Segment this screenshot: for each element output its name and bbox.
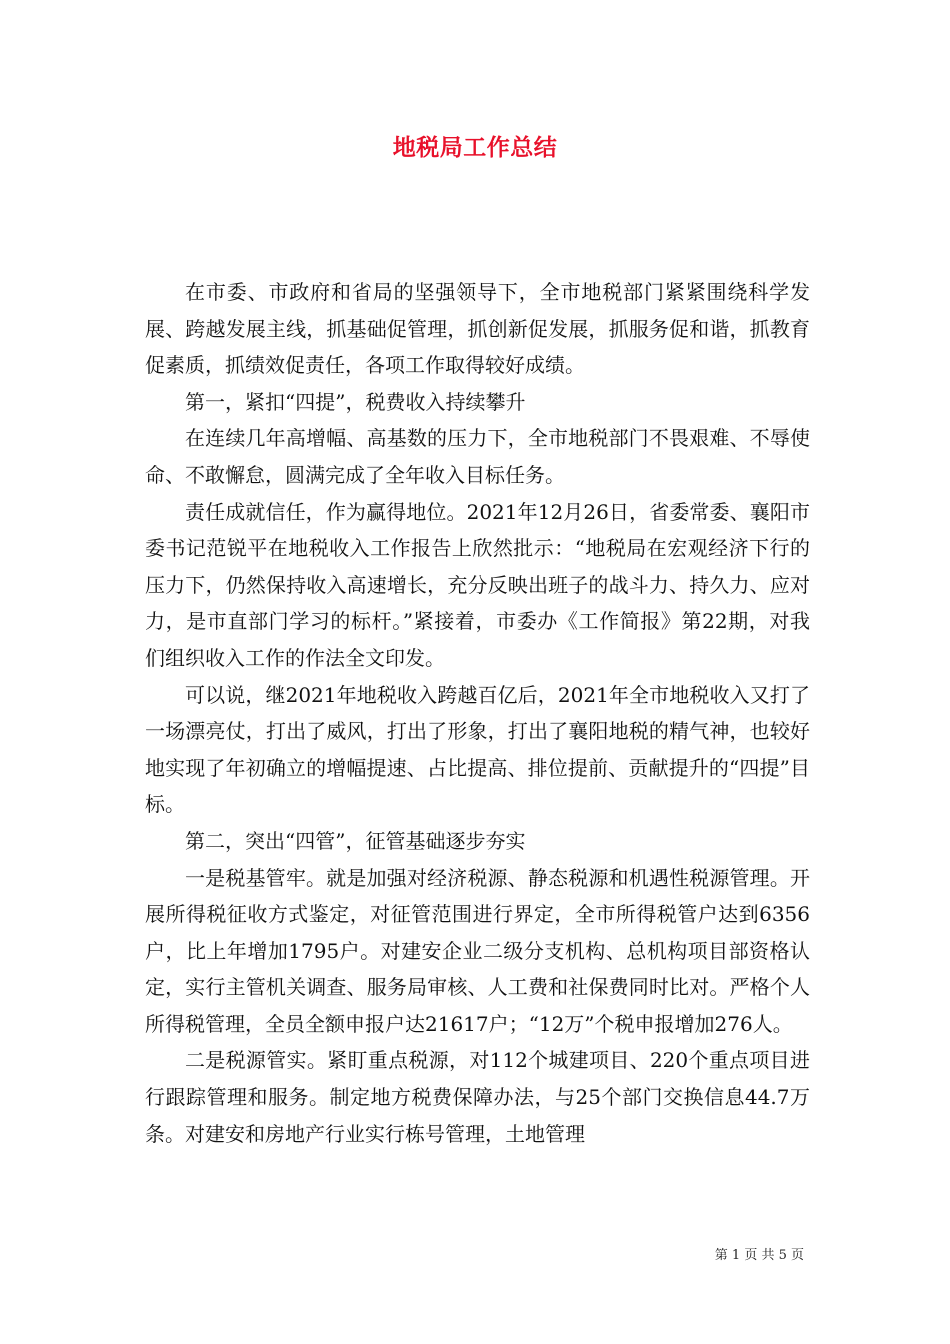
paragraph: 可以说，继2021年地税收入跨越百亿后，2021年全市地税收入又打了一场漂亮仗，打出了威风，打出了形象，打出了襄阳地税的精气神，也较好地实现了年初确立的增幅提速、占比提高、排位提前、贡献提升的“四提”目标。 (145, 682, 810, 817)
section-heading-2: 第二，突出“四管”，征管基础逐步夯实 (185, 828, 526, 853)
paragraph: 在连续几年高增幅、高基数的压力下，全市地税部门不畏艰难、不辱使命、不敢懈怠，圆满完成了全年收入目标任务。 (145, 426, 810, 487)
paragraph: 一是税基管牢。就是加强对经济税源、静态税源和机遇性税源管理。开展所得税征收方式鉴定，对征管范围进行界定，全市所得税管户达到6356户，比上年增加1795户。对建安企业二级分支机构、总机构项目部资格认定，实行主管机关调查、服务局审核、人工费和社保费同时比对。严格个人所得税管理，全员全额申报户达21617户；“12万”个税申报增加276人。 (145, 865, 810, 1036)
document-title: 地税局工作总结 (392, 134, 558, 161)
paragraph: 责任成就信任，作为赢得地位。2021年12月26日，省委常委、襄阳市委书记范锐平在地税收入工作报告上欣然批示：“地税局在宏观经济下行的压力下，仍然保持收入高速增长，充分反映出班子的战斗力、持久力、应对力，是市直部门学习的标杆。”紧接着，市委办《工作简报》第22期，对我们组织收入工作的作法全文印发。 (145, 499, 810, 670)
document-body (145, 274, 810, 1152)
section-heading-1: 第一，紧扣“四提”，税费收入持续攀升 (185, 389, 526, 414)
page-number: 第 1 页 共 5 页 (714, 1248, 804, 1263)
paragraph: 二是税源管实。紧盯重点税源，对112个城建项目、220个重点项目进行跟踪管理和服务。制定地方税费保障办法，与25个部门交换信息44.7万条。对建安和房地产行业实行栋号管理，土地管理 (145, 1048, 810, 1146)
paragraph-intro: 在市委、市政府和省局的坚强领导下，全市地税部门紧紧围绕科学发展、跨越发展主线，抓基础促管理，抓创新促发展，抓服务促和谐，抓教育促素质，抓绩效促责任，各项工作取得较好成绩。 (145, 280, 810, 378)
